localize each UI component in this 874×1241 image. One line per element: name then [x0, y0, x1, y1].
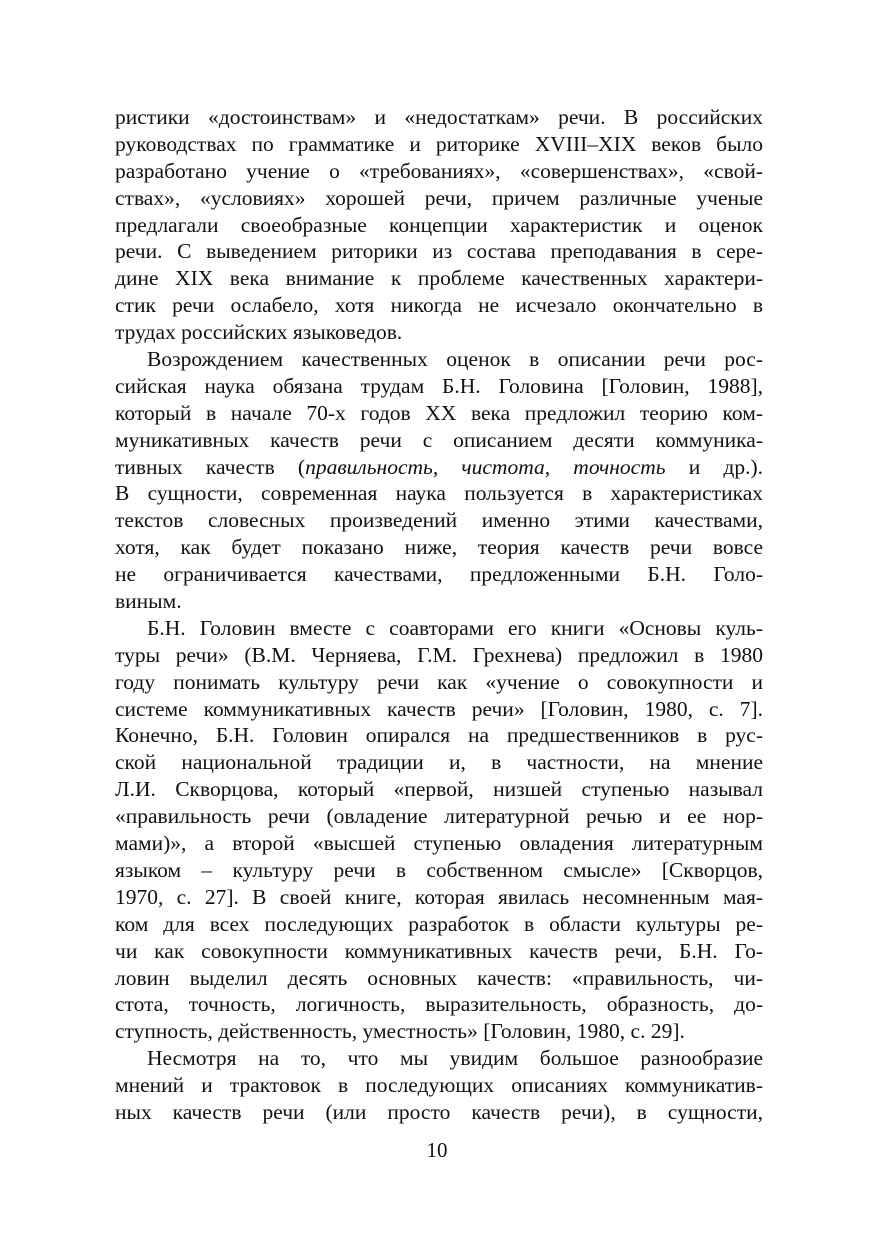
text-line: мнений и трактовок в последующих описаниях коммуникатив- — [115, 1073, 763, 1098]
paragraph-1 — [115, 104, 763, 346]
text-line: году понимать культуру речи как «учение о совокупности и — [115, 669, 763, 694]
text-line: ступность, действенность, уместность» [Головин, 1980, с. 29]. — [115, 1019, 685, 1044]
page-body — [115, 104, 763, 1126]
text-line: чи как совокупности коммуникативных качеств речи, Б.Н. Го- — [115, 938, 763, 963]
text-line: дине XIX века внимание к проблеме качественных характери- — [115, 266, 763, 291]
text-line: ных качеств речи (или просто качеств речи), в сущности, — [115, 1099, 763, 1124]
text-line: Конечно, Б.Н. Головин опирался на предшественников в рус- — [115, 723, 763, 748]
text-line: ловин выделил десять основных качеств: «правильность, чи- — [115, 965, 763, 990]
text-segment: и др.). — [665, 454, 764, 479]
text-line: Л.И. Скворцова, который «первой, низшей ступенью называл — [115, 777, 763, 802]
text-line: стота, точность, логичность, выразительность, образность, до- — [115, 992, 763, 1017]
text-line: руководствах по грамматике и риторике XVIII–XIX веков было — [115, 131, 763, 156]
text-line: 1970, с. 27]. В своей книге, которая явилась несомненным мая- — [115, 884, 763, 909]
text-line: Возрождением качественных оценок в описании речи рос- — [147, 347, 763, 372]
text-line: который в начале 70-х годов XX века предложил теорию ком- — [115, 400, 763, 425]
text-line: В сущности, современная наука пользуется в характеристиках — [115, 481, 763, 506]
text-line: трудах российских языковедов. — [115, 320, 403, 345]
page-number: 10 — [426, 1138, 448, 1162]
paragraph-2 — [115, 346, 763, 615]
text-line: сийская наука обязана трудам Б.Н. Головина [Головин, 1988], — [115, 373, 763, 398]
text-line: Б.Н. Головин вместе с соавторами его книги «Основы куль- — [147, 615, 763, 640]
text-line: ристики «достоинствам» и «недостаткам» речи. В российских — [115, 105, 763, 129]
text-line: хотя, как будет показано ниже, теория качеств речи вовсе — [115, 535, 763, 560]
text-line: стик речи ослабело, хотя никогда не исчезало окончательно в — [115, 293, 763, 318]
text-line: ствах», «условиях» хорошей речи, причем различные ученые — [115, 185, 763, 210]
text-line: туры речи» (В.М. Черняева, Г.М. Грехнева) предложил в 1980 — [115, 642, 763, 667]
text-line: предлагали своеобразные концепции характеристик и оценок — [115, 212, 763, 237]
text-line: языком – культуру речи в собственном смысле» [Скворцов, — [115, 857, 763, 882]
text-line: муникативных качеств речи с описанием десяти коммуника- — [115, 427, 763, 452]
text-line: разработано учение о «требованиях», «совершенствах», «свой- — [115, 158, 763, 183]
text-line-with-italic — [115, 454, 763, 481]
italic-terms: правильность, чистота, точность — [305, 454, 666, 479]
text-line: «правильность речи (овладение литературной речью и ее нор- — [115, 804, 763, 829]
text-line: текстов словесных произведений именно этими качествами, — [115, 508, 763, 533]
text-line: виным. — [115, 589, 182, 614]
paragraph-3 — [115, 615, 763, 1045]
text-line: ской национальной традиции и, в частности, на мнение — [115, 750, 763, 775]
text-line: речи. С выведением риторики из состава преподавания в сере- — [115, 239, 763, 264]
text-segment: тивных качеств ( — [115, 454, 306, 479]
text-line: Несмотря на то, что мы увидим большое разнообразие — [147, 1046, 763, 1071]
text-line: мами)», а второй «высшей ступенью овладения литературным — [115, 831, 763, 856]
text-line: не ограничивается качествами, предложенными Б.Н. Голо- — [115, 562, 763, 587]
paragraph-4 — [115, 1045, 763, 1126]
text-line: ком для всех последующих разработок в области культуры ре- — [115, 911, 763, 936]
text-line: системе коммуникативных качеств речи» [Головин, 1980, с. 7]. — [115, 696, 763, 721]
